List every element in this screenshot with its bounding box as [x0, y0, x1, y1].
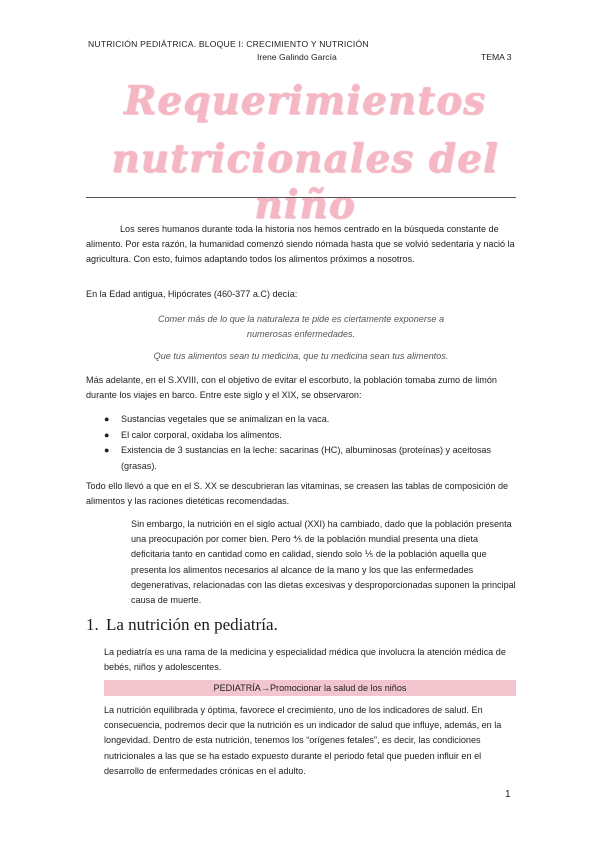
- page-number: 1: [505, 789, 511, 800]
- header-course: NUTRICIÓN PEDIÁTRICA. BLOQUE I: CRECIMIENTO Y NUTRICIÓN: [88, 39, 369, 49]
- nutrition-paragraph: La nutrición equilibrada y óptima, favorece el crecimiento, uno de los indicadores de salud. En consecuencia, podremos decir que la nutrición es un indicador de salud que influye, además, en la longevidad. Dentro de esta nutrición, tenemos los “orígenes fetales”, es decir, las condiciones nutricionales a las que se ha estado expuesto durante el periodo fetal que pueden influir en el desarrollo de enfermedades crónicas en el adulto.: [104, 705, 502, 776]
- pediatrics-definition: La pediatría es una rama de la medicina y especialidad médica que involucra la atención médica de bebés, niños y adolescentes.: [104, 647, 506, 673]
- xxi-paragraph: Sin embargo, la nutrición en el siglo actual (XXI) ha cambiado, dado que la población presenta una preocupación por comer bien. Pero ⅘ de la población mundial presenta una dieta deficitaria tanto en cantidad como en calidad, siendo solo ⅕ de la población aquella que presenta los alimentos necesarios al alcance de la mano y los que las enfermedades degenerativas, relacionadas con las dietas excesivas y desproporcionadas suponen la principal causa de muerte.: [131, 519, 516, 606]
- list-item: ● Sustancias vegetales que se animalizan en la vaca.: [104, 412, 514, 428]
- section-heading: [86, 615, 278, 635]
- list-item: ● El calor corporal, oxidaba los alimentos.: [104, 428, 514, 444]
- xviii-paragraph: Más adelante, en el S.XVIII, con el objetivo de evitar el escorbuto, la población tomaba zumo de limón durante los viajes en barco. Entre este siglo y el XIX, se observaron:: [86, 375, 497, 401]
- highlight-band: PEDIATRÍA→Promocionar la salud de los niños: [104, 680, 516, 696]
- intro-paragraph: Los seres humanos durante toda la historia nos hemos centrado en la búsqueda constante de alimento. Por esta razón, la humanidad comenzó siendo nómada hasta que se volvió sedentaria y nació la agricultura. Con esto, fuimos adaptando todos los alimentos próximos a nosotros.: [86, 224, 515, 265]
- observations-list: [104, 412, 514, 474]
- title-divider: [86, 197, 516, 198]
- hippocrates-paragraph: En la Edad antigua, Hipócrates (460-377 a.C) decía:: [86, 289, 298, 299]
- header-author: Irene Galindo García: [257, 52, 337, 62]
- title-line-2: nutricionales del niño: [111, 136, 499, 228]
- xx-paragraph: Todo ello llevó a que en el S. XX se descubrieran las vitaminas, se creasen las tablas de composición de alimentos y las raciones dietéticas recomendadas.: [86, 481, 509, 507]
- list-item: ● Existencia de 3 sustancias en la leche: sacarinas (HC), albuminosas (proteínas) y aceitosas (grasas).: [104, 445, 491, 471]
- bullet-icon: ●: [104, 445, 110, 455]
- bullet-icon: ●: [104, 414, 110, 424]
- section-number: 1.: [86, 615, 99, 634]
- title-line-1: Requerimientos: [123, 78, 487, 124]
- quote-1: Comer más de lo que la naturaleza te pide es ciertamente exponerse a numerosas enfermedades.: [157, 314, 445, 340]
- bullet-icon: ●: [104, 429, 110, 440]
- quote-2: Que tus alimentos sean tu medicina, que tu medicina sean tus alimentos.: [153, 351, 449, 361]
- section-title: La nutrición en pediatría.: [106, 615, 278, 634]
- header-unit: TEMA 3: [481, 52, 512, 62]
